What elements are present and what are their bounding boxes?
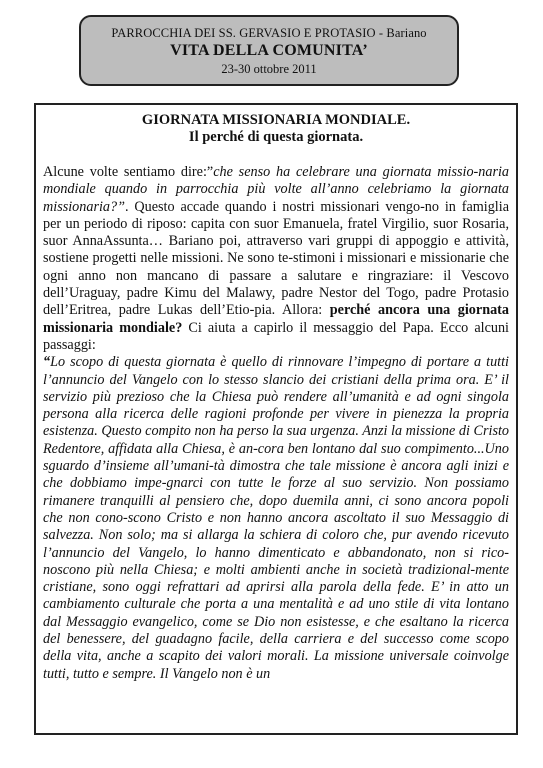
article-subtitle: Il perché di questa giornata. bbox=[188, 129, 364, 145]
bulletin-dates: 23-30 ottobre 2011 bbox=[221, 62, 317, 76]
article-content bbox=[43, 112, 509, 683]
parish-name: PARROCCHIA DEI SS. GERVASIO E PROTASIO - Bariano bbox=[111, 26, 427, 40]
intro-end: Ci aiuta a capirlo il messaggio del Papa. Ecco alcuni passaggi: bbox=[43, 319, 509, 353]
intro-text: Alcune volte sentiamo dire:” bbox=[43, 164, 214, 180]
key-question: perché ancora una giornata missionaria mondiale? bbox=[43, 302, 509, 336]
quote-open-mark: “ bbox=[43, 354, 51, 371]
intro-quote: che senso ha celebrare una giornata missio-naria mondiale quando in parrocchia più volte all’anno celebriamo la giornata missionaria?” bbox=[43, 164, 510, 215]
article-title: GIORNATA MISSIONARIA MONDIALE. bbox=[141, 112, 411, 128]
bulletin-header bbox=[79, 15, 459, 86]
bulletin-title: VITA DELLA COMUNITA’ bbox=[170, 42, 368, 59]
quote-text: Lo scopo di questa giornata è quello di rinnovare l’impegno di portare a tutti l’annuncio del Vangelo con lo stesso slancio dei cristiani della prima ora. E’ il servizio più prezioso che la Chiesa può rendere all’umanità e ad ogni singola persona alla ricerca delle ragioni profonde per vivere in pienezza la propria esistenza. Questo compito non ha perso la sua urgenza. Anzi la missione di Cristo Redentore, affidata alla Chiesa, è an-cora ben lontano dal suo compimento...Uno sguardo d’insieme all’umani-tà dimostra che tale missione è ancora agli inizi e che dobbiamo impe-gnarci con tutte le forze al suo servizio. Non possiamo rimanere tranquilli al pensiero che, dopo duemila anni, ci sono ancora popoli che non cono-scono Cristo e non hanno ancora ascoltato il suo Messaggio di salvezza. Non solo; ma si allarga la schiera di coloro che, pur avendo ricevuto l’annuncio del Vangelo, lo hanno dimenticato e abbandonato, non si rico-noscono più nella Chiesa; e molti ambienti anche in società tradizional-mente cristiane, sono oggi refrattari ad aprirsi alla parola della fede. E’ in atto un cambiamento culturale che porta a una mentalità e ad uno stile di vita lontano dal Messaggio evangelico, come se Dio non esistesse, e che esaltano la ricerca del benessere, del guadagno facile, della carriera e del successo come scopo della vita, anche a scapito dei valori morali. La missione universale coinvolge tutti, tutto e sempre. Il Vangelo non è un bbox=[43, 354, 509, 682]
pope-message-quote bbox=[43, 354, 509, 683]
article-frame bbox=[34, 103, 518, 735]
article-paragraph bbox=[43, 164, 509, 354]
intro-rest: . Questo accade quando i nostri missionari vengo-no in famiglia per un periodo di riposo: capita con suor Emanuela, fratel Virgilio, suor Rosaria, suor AnnaAssunta… Bariano poi, attraverso vari gruppi di appoggio e attività, sostiene progetti nelle missioni. Ne sono te-stimoni i missionari e missionarie che ogni anno non mancano di passare a salutare e ringraziare: il Vescovo dell’Uraguay, padre Kimu del Malawy, padre Nestor del Togo, padre Protasio dell’Eritrea, padre Lukas dell’Etio-pia. Allora: bbox=[43, 198, 509, 319]
